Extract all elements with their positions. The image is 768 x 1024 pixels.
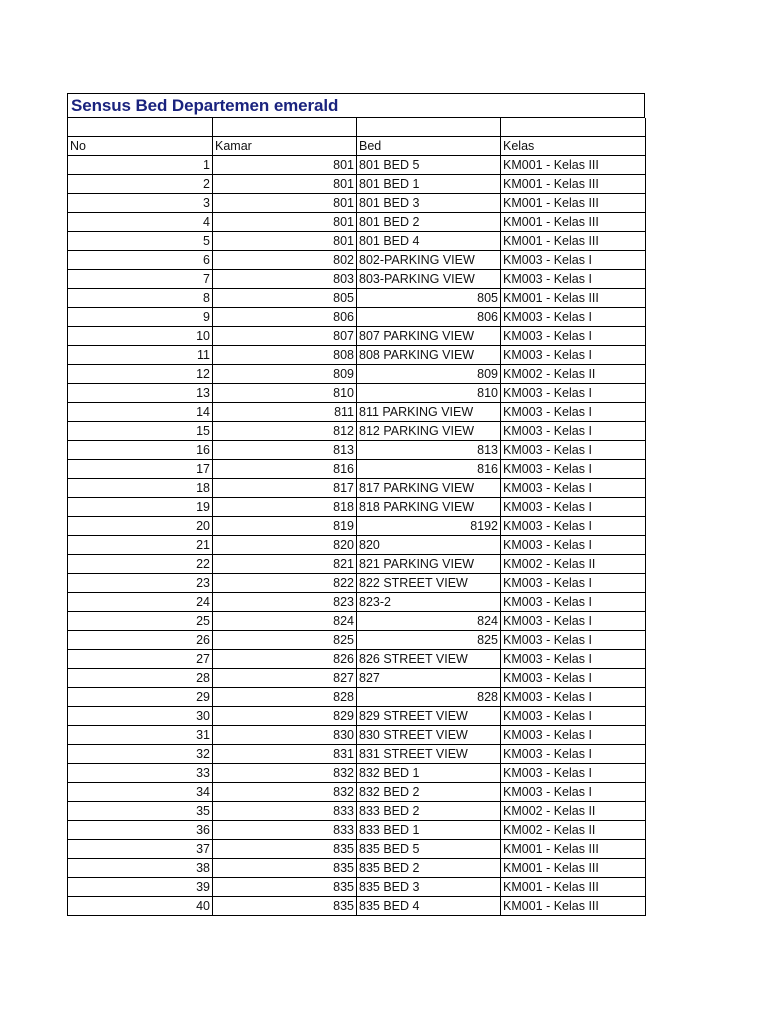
- cell-no: 25: [68, 611, 213, 630]
- cell-kamar: 801: [213, 174, 357, 193]
- cell-kamar: 812: [213, 421, 357, 440]
- blank-cell: [501, 118, 646, 136]
- cell-no: 33: [68, 763, 213, 782]
- table-row: [68, 782, 646, 801]
- bed-census-table: [67, 118, 646, 916]
- cell-bed: 827: [357, 668, 501, 687]
- table-row: [68, 478, 646, 497]
- table-row: [68, 668, 646, 687]
- cell-bed: 801 BED 1: [357, 174, 501, 193]
- cell-bed: 825: [357, 630, 501, 649]
- cell-kelas: KM003 - Kelas I: [501, 706, 646, 725]
- cell-kelas: KM001 - Kelas III: [501, 212, 646, 231]
- cell-kamar: 825: [213, 630, 357, 649]
- cell-kelas: KM001 - Kelas III: [501, 193, 646, 212]
- cell-kamar: 813: [213, 440, 357, 459]
- table-body: [68, 118, 646, 915]
- cell-kamar: 831: [213, 744, 357, 763]
- cell-bed: 813: [357, 440, 501, 459]
- cell-kelas: KM001 - Kelas III: [501, 896, 646, 915]
- cell-kamar: 801: [213, 193, 357, 212]
- header-no: No: [68, 136, 213, 155]
- cell-bed: 801 BED 3: [357, 193, 501, 212]
- blank-cell: [68, 118, 213, 136]
- cell-kelas: KM003 - Kelas I: [501, 250, 646, 269]
- cell-no: 6: [68, 250, 213, 269]
- table-row: [68, 801, 646, 820]
- table-row: [68, 535, 646, 554]
- cell-kelas: KM002 - Kelas II: [501, 801, 646, 820]
- cell-kelas: KM003 - Kelas I: [501, 630, 646, 649]
- cell-bed: 801 BED 5: [357, 155, 501, 174]
- cell-no: 37: [68, 839, 213, 858]
- table-row: [68, 155, 646, 174]
- header-row: [68, 136, 646, 155]
- blank-row: [68, 118, 646, 136]
- cell-kamar: 811: [213, 402, 357, 421]
- title-row: [67, 93, 645, 118]
- page-title: Sensus Bed Departemen emerald: [71, 95, 339, 115]
- cell-kelas: KM003 - Kelas I: [501, 611, 646, 630]
- table-row: [68, 440, 646, 459]
- table-row: [68, 744, 646, 763]
- cell-bed: 803-PARKING VIEW: [357, 269, 501, 288]
- cell-kelas: KM002 - Kelas II: [501, 554, 646, 573]
- cell-kamar: 818: [213, 497, 357, 516]
- cell-kelas: KM001 - Kelas III: [501, 174, 646, 193]
- cell-kelas: KM003 - Kelas I: [501, 440, 646, 459]
- cell-no: 26: [68, 630, 213, 649]
- cell-kamar: 802: [213, 250, 357, 269]
- cell-kelas: KM003 - Kelas I: [501, 326, 646, 345]
- cell-kamar: 832: [213, 782, 357, 801]
- cell-no: 13: [68, 383, 213, 402]
- cell-kamar: 809: [213, 364, 357, 383]
- cell-no: 30: [68, 706, 213, 725]
- table-row: [68, 307, 646, 326]
- census-sheet: [67, 93, 645, 916]
- cell-kelas: KM003 - Kelas I: [501, 421, 646, 440]
- cell-kelas: KM003 - Kelas I: [501, 592, 646, 611]
- cell-kamar: 803: [213, 269, 357, 288]
- cell-no: 1: [68, 155, 213, 174]
- cell-no: 19: [68, 497, 213, 516]
- table-row: [68, 896, 646, 915]
- cell-kamar: 808: [213, 345, 357, 364]
- cell-kamar: 806: [213, 307, 357, 326]
- cell-kamar: 826: [213, 649, 357, 668]
- header-bed: Bed: [357, 136, 501, 155]
- cell-kelas: KM003 - Kelas I: [501, 269, 646, 288]
- table-row: [68, 725, 646, 744]
- cell-no: 40: [68, 896, 213, 915]
- cell-no: 2: [68, 174, 213, 193]
- table-row: [68, 706, 646, 725]
- cell-bed: 822 STREET VIEW: [357, 573, 501, 592]
- cell-kamar: 801: [213, 155, 357, 174]
- cell-kamar: 823: [213, 592, 357, 611]
- cell-kelas: KM003 - Kelas I: [501, 668, 646, 687]
- table-row: [68, 573, 646, 592]
- cell-bed: 835 BED 2: [357, 858, 501, 877]
- table-row: [68, 250, 646, 269]
- table-row: [68, 383, 646, 402]
- cell-kelas: KM003 - Kelas I: [501, 345, 646, 364]
- cell-kelas: KM003 - Kelas I: [501, 535, 646, 554]
- cell-bed: 818 PARKING VIEW: [357, 497, 501, 516]
- table-row: [68, 421, 646, 440]
- cell-kelas: KM003 - Kelas I: [501, 383, 646, 402]
- cell-bed: 812 PARKING VIEW: [357, 421, 501, 440]
- table-row: [68, 611, 646, 630]
- cell-kamar: 830: [213, 725, 357, 744]
- table-row: [68, 174, 646, 193]
- cell-kelas: KM003 - Kelas I: [501, 402, 646, 421]
- cell-kamar: 816: [213, 459, 357, 478]
- cell-no: 18: [68, 478, 213, 497]
- cell-no: 16: [68, 440, 213, 459]
- cell-no: 32: [68, 744, 213, 763]
- cell-no: 22: [68, 554, 213, 573]
- table-row: [68, 364, 646, 383]
- cell-bed: 832 BED 1: [357, 763, 501, 782]
- cell-bed: 801 BED 2: [357, 212, 501, 231]
- cell-no: 11: [68, 345, 213, 364]
- cell-kamar: 833: [213, 801, 357, 820]
- cell-bed: 811 PARKING VIEW: [357, 402, 501, 421]
- cell-bed: 833 BED 2: [357, 801, 501, 820]
- cell-kelas: KM003 - Kelas I: [501, 516, 646, 535]
- cell-bed: 8192: [357, 516, 501, 535]
- cell-no: 23: [68, 573, 213, 592]
- cell-bed: 820: [357, 535, 501, 554]
- cell-bed: 806: [357, 307, 501, 326]
- table-row: [68, 820, 646, 839]
- table-row: [68, 630, 646, 649]
- cell-no: 39: [68, 877, 213, 896]
- cell-bed: 828: [357, 687, 501, 706]
- cell-bed: 808 PARKING VIEW: [357, 345, 501, 364]
- cell-bed: 810: [357, 383, 501, 402]
- cell-kamar: 820: [213, 535, 357, 554]
- cell-kamar: 835: [213, 839, 357, 858]
- cell-no: 10: [68, 326, 213, 345]
- cell-kelas: KM003 - Kelas I: [501, 459, 646, 478]
- cell-bed: 802-PARKING VIEW: [357, 250, 501, 269]
- cell-bed: 823-2: [357, 592, 501, 611]
- table-row: [68, 763, 646, 782]
- cell-bed: 835 BED 3: [357, 877, 501, 896]
- cell-kelas: KM003 - Kelas I: [501, 497, 646, 516]
- table-row: [68, 649, 646, 668]
- cell-bed: 835 BED 4: [357, 896, 501, 915]
- table-row: [68, 516, 646, 535]
- cell-bed: 829 STREET VIEW: [357, 706, 501, 725]
- cell-no: 38: [68, 858, 213, 877]
- table-row: [68, 858, 646, 877]
- cell-no: 7: [68, 269, 213, 288]
- cell-no: 34: [68, 782, 213, 801]
- cell-kelas: KM003 - Kelas I: [501, 744, 646, 763]
- cell-kamar: 810: [213, 383, 357, 402]
- cell-bed: 816: [357, 459, 501, 478]
- cell-kamar: 824: [213, 611, 357, 630]
- cell-bed: 824: [357, 611, 501, 630]
- cell-no: 8: [68, 288, 213, 307]
- table-row: [68, 231, 646, 250]
- cell-no: 24: [68, 592, 213, 611]
- cell-kamar: 822: [213, 573, 357, 592]
- cell-kelas: KM001 - Kelas III: [501, 288, 646, 307]
- cell-bed: 809: [357, 364, 501, 383]
- table-row: [68, 839, 646, 858]
- blank-cell: [213, 118, 357, 136]
- cell-kelas: KM002 - Kelas II: [501, 364, 646, 383]
- cell-kamar: 828: [213, 687, 357, 706]
- cell-kamar: 835: [213, 858, 357, 877]
- cell-no: 21: [68, 535, 213, 554]
- cell-kamar: 805: [213, 288, 357, 307]
- cell-kamar: 835: [213, 896, 357, 915]
- cell-bed: 826 STREET VIEW: [357, 649, 501, 668]
- table-row: [68, 497, 646, 516]
- cell-no: 27: [68, 649, 213, 668]
- cell-kelas: KM003 - Kelas I: [501, 782, 646, 801]
- table-row: [68, 592, 646, 611]
- cell-kelas: KM003 - Kelas I: [501, 687, 646, 706]
- table-row: [68, 345, 646, 364]
- header-kelas: Kelas: [501, 136, 646, 155]
- table-row: [68, 288, 646, 307]
- cell-kelas: KM001 - Kelas III: [501, 231, 646, 250]
- cell-kamar: 833: [213, 820, 357, 839]
- table-row: [68, 269, 646, 288]
- cell-kamar: 832: [213, 763, 357, 782]
- cell-no: 35: [68, 801, 213, 820]
- cell-bed: 832 BED 2: [357, 782, 501, 801]
- cell-kelas: KM003 - Kelas I: [501, 573, 646, 592]
- cell-no: 17: [68, 459, 213, 478]
- table-row: [68, 193, 646, 212]
- blank-cell: [357, 118, 501, 136]
- table-row: [68, 554, 646, 573]
- cell-no: 31: [68, 725, 213, 744]
- table-row: [68, 687, 646, 706]
- cell-no: 29: [68, 687, 213, 706]
- cell-bed: 805: [357, 288, 501, 307]
- cell-kamar: 819: [213, 516, 357, 535]
- cell-no: 14: [68, 402, 213, 421]
- cell-kelas: KM001 - Kelas III: [501, 858, 646, 877]
- cell-kamar: 801: [213, 212, 357, 231]
- cell-kelas: KM001 - Kelas III: [501, 839, 646, 858]
- header-kamar: Kamar: [213, 136, 357, 155]
- cell-bed: 835 BED 5: [357, 839, 501, 858]
- cell-kelas: KM003 - Kelas I: [501, 307, 646, 326]
- cell-no: 4: [68, 212, 213, 231]
- cell-no: 36: [68, 820, 213, 839]
- cell-no: 28: [68, 668, 213, 687]
- table-row: [68, 326, 646, 345]
- cell-kamar: 807: [213, 326, 357, 345]
- cell-no: 15: [68, 421, 213, 440]
- cell-bed: 831 STREET VIEW: [357, 744, 501, 763]
- cell-kelas: KM003 - Kelas I: [501, 763, 646, 782]
- cell-kamar: 817: [213, 478, 357, 497]
- cell-no: 3: [68, 193, 213, 212]
- cell-kamar: 821: [213, 554, 357, 573]
- cell-kelas: KM001 - Kelas III: [501, 155, 646, 174]
- table-row: [68, 459, 646, 478]
- cell-bed: 830 STREET VIEW: [357, 725, 501, 744]
- cell-kamar: 835: [213, 877, 357, 896]
- cell-bed: 801 BED 4: [357, 231, 501, 250]
- cell-kelas: KM002 - Kelas II: [501, 820, 646, 839]
- cell-no: 9: [68, 307, 213, 326]
- cell-kelas: KM003 - Kelas I: [501, 725, 646, 744]
- cell-bed: 821 PARKING VIEW: [357, 554, 501, 573]
- cell-bed: 807 PARKING VIEW: [357, 326, 501, 345]
- cell-no: 12: [68, 364, 213, 383]
- cell-kamar: 827: [213, 668, 357, 687]
- cell-kamar: 829: [213, 706, 357, 725]
- table-row: [68, 212, 646, 231]
- cell-bed: 833 BED 1: [357, 820, 501, 839]
- cell-no: 5: [68, 231, 213, 250]
- cell-kelas: KM003 - Kelas I: [501, 649, 646, 668]
- table-row: [68, 877, 646, 896]
- table-row: [68, 402, 646, 421]
- cell-kamar: 801: [213, 231, 357, 250]
- cell-no: 20: [68, 516, 213, 535]
- cell-kelas: KM001 - Kelas III: [501, 877, 646, 896]
- cell-kelas: KM003 - Kelas I: [501, 478, 646, 497]
- cell-bed: 817 PARKING VIEW: [357, 478, 501, 497]
